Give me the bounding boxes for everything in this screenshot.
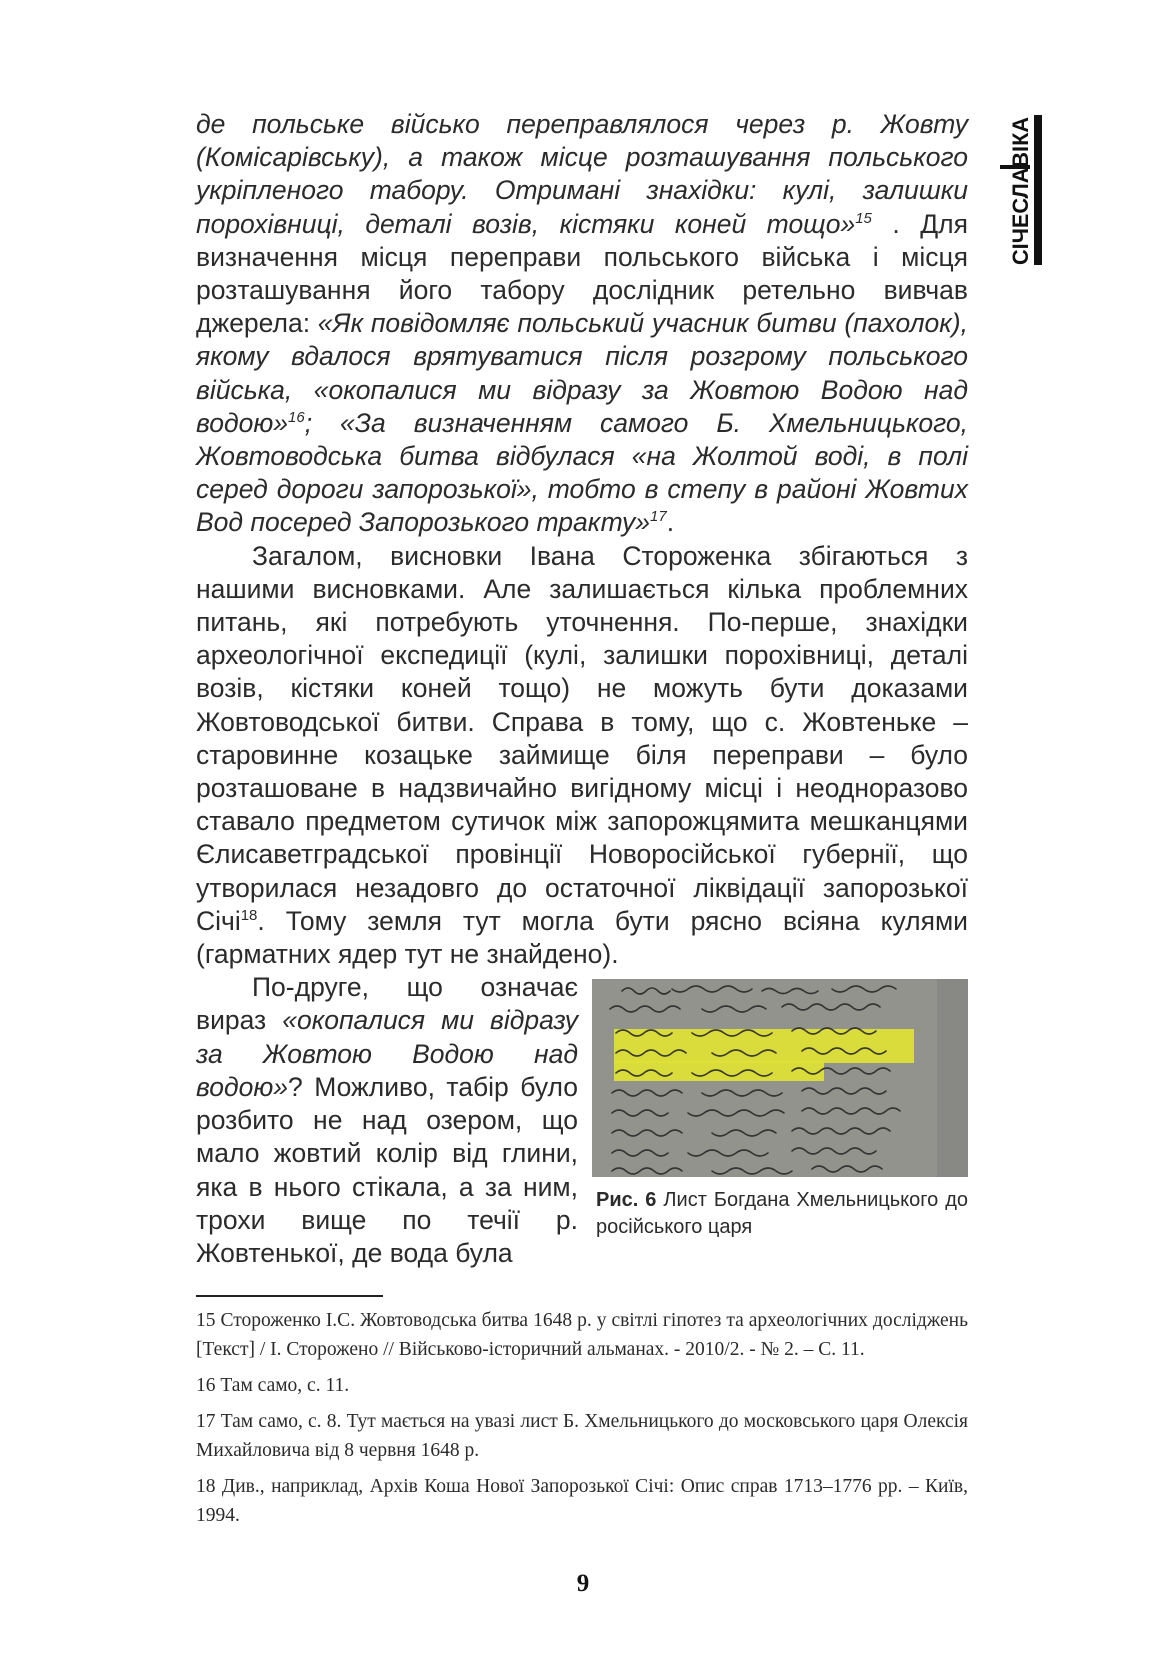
paragraph-1: [196, 108, 968, 540]
footnote-15: 15 Стороженко І.С. Жовтоводська битва 1648 р. у світлі гіпотез та археологічних досліджень [Текст] / І. Сторожено // Військово-історичний альманах. - 2010/2. - № 2. – С. 11.: [196, 1310, 968, 1360]
footnote-ref-15[interactable]: 15: [855, 209, 872, 227]
manuscript-image: [592, 979, 968, 1177]
caption-text: Лист Богдана Хмельницького до російського царя: [596, 1189, 968, 1239]
paragraph-2: [196, 540, 968, 972]
page-number: 9: [576, 1570, 590, 1597]
footnote-ref-16[interactable]: 16: [288, 409, 305, 426]
figure-caption: [596, 1187, 968, 1241]
body-text-span: .: [666, 507, 675, 538]
sicheslavika-logo: [996, 115, 1046, 265]
logo-text: СІЧЕСЛАВІКА: [1008, 115, 1033, 265]
quote-text: «Як повідомляє польський учасник битви (пахолок), якому вдалося врятуватися після розгрому польського війська, «окопалися ми відразу за Жовтою Водою над водою»: [196, 308, 968, 438]
footnote-16: 16 Там само, с. 11.: [196, 1375, 350, 1396]
footnote-separator: [196, 1295, 383, 1297]
quote-text: ; «За визначенням самого Б. Хмельницького, Жовтоводська битва відбулася «на Жолтой воді, в полі серед дороги запорозької», тобто в степу в районі Жовтих Вод посеред Запорозького тракту»: [196, 407, 968, 538]
body-text-span: . Тому земля тут могла бути рясно всіяна кулями (гарматних ядер тут не знайдено).: [196, 905, 968, 970]
footnote-17: 17 Там само, с. 8. Тут мається на увазі лист Б. Хмельницького до московського царя Олексія Михайловича від 8 червня 1648 р.: [196, 1411, 968, 1461]
body-text-span: По-друге, що означає вираз: [196, 972, 578, 1036]
body-text-span: Загалом, висновки Івана Стороженка збігаються з нашими висновками. Але залишається кілька проблемних питань, які потребують уточнення. По-перше, знахідки археологічної експедиції (кулі, залишки порохівниці, деталі возів, кістяки коней тощо) не можуть бути доказами Жовтоводської битви. Справа в тому, що с. Жовтеньке – старовинне козацьке займище біля переправи – було розташоване в надзвичайно вигідному місці і неодноразово ставало предметом сутичок між запорожцямита мешканцями Єлисаветградської провінції Новоросійської губернії, що утворилася незадовго до остаточної ліквідації запорозької Січі: [196, 540, 968, 936]
quote-text: «окопалися ми відразу за Жовтою Водою над водою»: [196, 1005, 579, 1102]
main-text: [196, 108, 968, 1267]
footnote-18: 18 Див., наприклад, Архів Коша Нової Запорозької Січі: Опис справ 1713–1776 рр. – Київ, 1994.: [196, 1476, 968, 1526]
footnote-ref-18[interactable]: 18: [240, 907, 258, 925]
footnotes: [196, 1306, 968, 1537]
body-text-span: . Для визначення місця переправи польського війська і місця розташування його табору дослідник ретельно вивчав джерела:: [196, 208, 968, 339]
caption-label: Рис. 6: [596, 1189, 657, 1212]
body-text-span: ? Можливо, табір було розбито не над озером, що мало жовтий колір від глини, яка в нього стікала, а за ним, трохи вище по течії р. Жовтенької, де вода була: [196, 1071, 578, 1268]
paragraph-3-with-figure: [196, 971, 968, 1267]
paragraph-3: [196, 971, 578, 1270]
footnote-ref-17[interactable]: 17: [650, 508, 667, 526]
quote-text: де польське військо переправлялося через р. Жовту (Комісарівську), а також місце розташування польського укріпленого табору. Отримані знахідки: кулі, залишки порохівниці, деталі возів, кістяки коней тощо»: [196, 109, 968, 239]
figure-6: [592, 979, 968, 1241]
